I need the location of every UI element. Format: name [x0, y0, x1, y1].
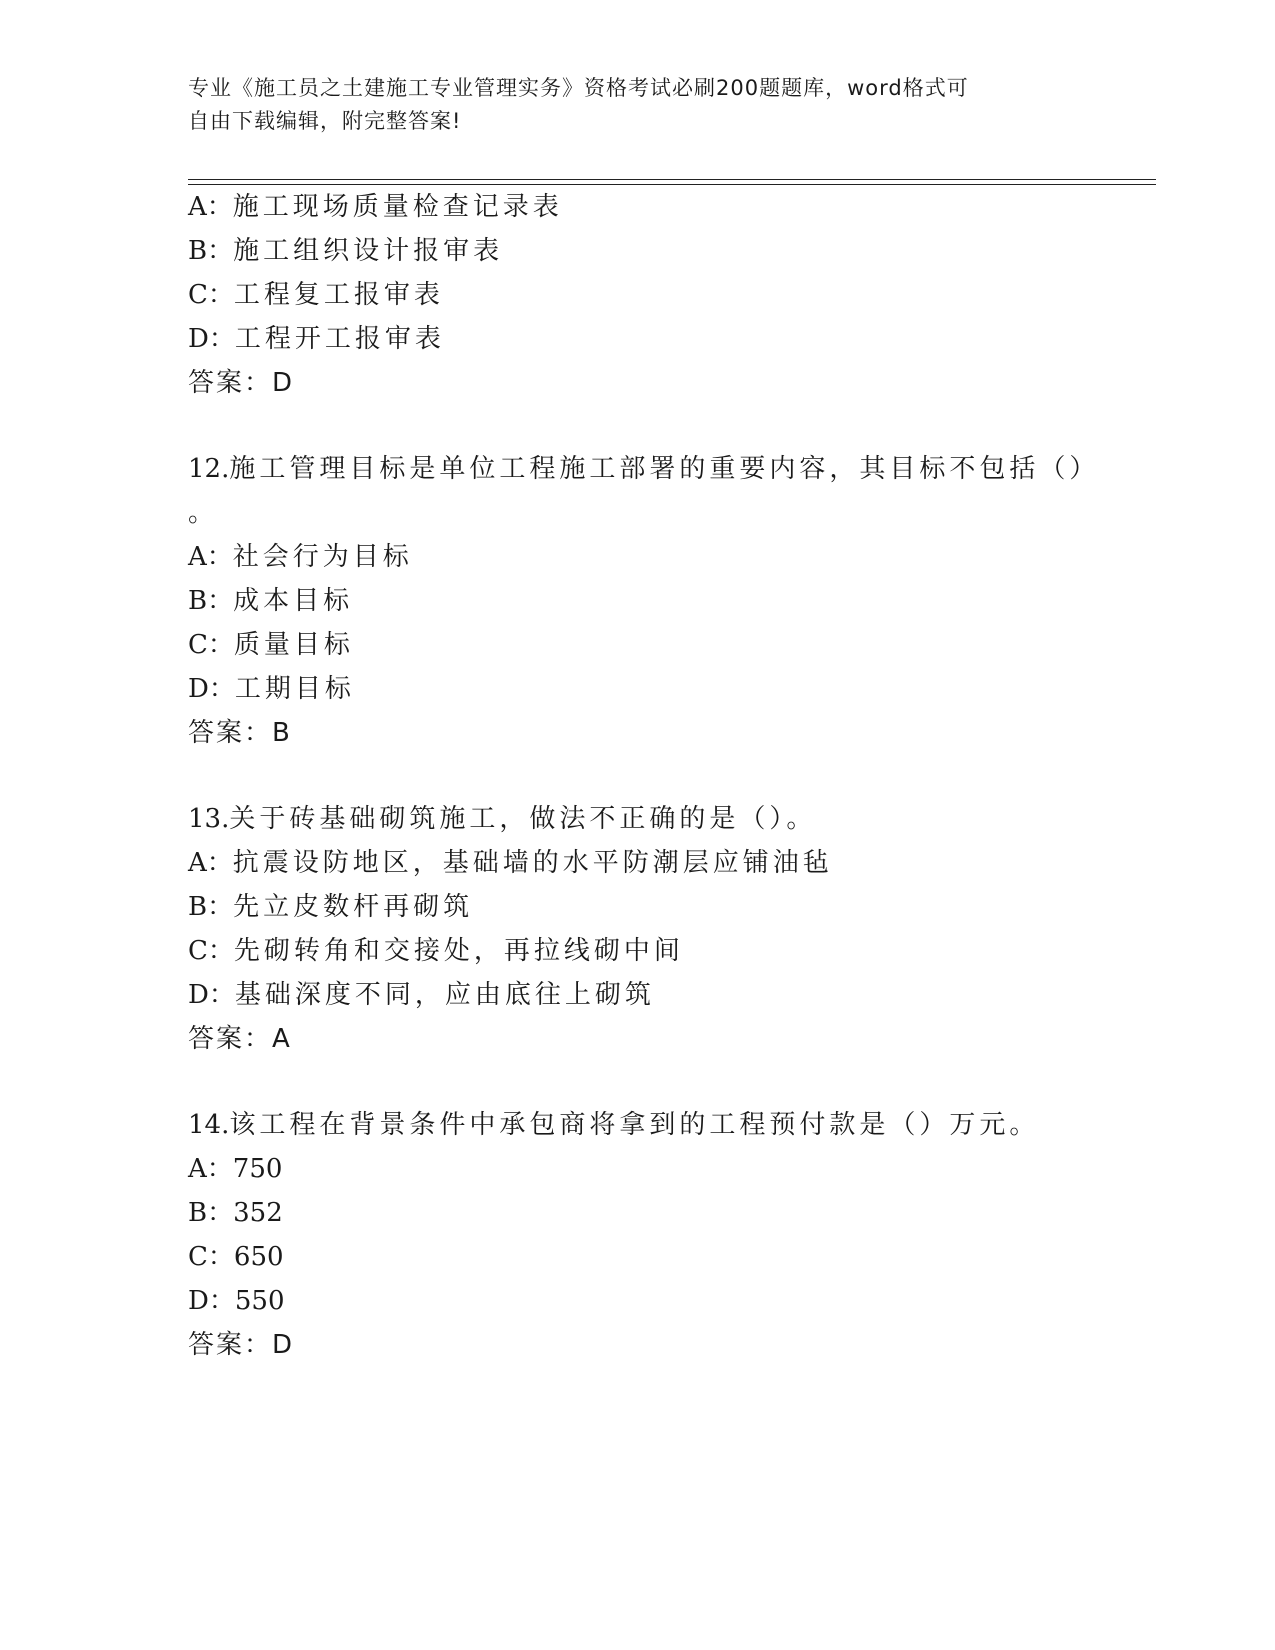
q11-answer — [188, 368, 294, 398]
document-header — [188, 72, 1068, 138]
q12-answer — [188, 718, 292, 748]
option-text: 650 — [233, 1242, 284, 1272]
q13-answer — [188, 1024, 292, 1054]
q13-stem — [188, 804, 816, 834]
option-label: C： — [188, 936, 234, 966]
option-text: 550 — [234, 1286, 285, 1316]
option-text: 成本目标 — [233, 586, 354, 616]
q14-option-a — [188, 1154, 282, 1184]
question-text: 该工程在背景条件中承包商将拿到的工程预付款是（）万元。 — [229, 1110, 1040, 1140]
q13-option-b — [188, 892, 473, 922]
q14-option-b — [188, 1198, 283, 1228]
answer-value: D — [272, 368, 295, 398]
option-text: 施工组织设计报审表 — [233, 236, 504, 266]
question-number: 14. — [188, 1110, 230, 1140]
q11-option-b — [188, 236, 503, 266]
option-text: 750 — [232, 1154, 283, 1184]
q12-option-d — [188, 674, 355, 704]
option-label: A： — [188, 848, 233, 878]
q14-option-d — [188, 1286, 285, 1316]
q14-stem — [188, 1110, 1039, 1140]
option-label: C： — [188, 1242, 234, 1272]
question-number: 12. — [188, 454, 230, 484]
question-number: 13. — [188, 804, 230, 834]
answer-prefix: 答案： — [188, 718, 273, 748]
option-label: C： — [188, 280, 234, 310]
q12-stem-continuation: 。 — [188, 498, 215, 528]
q12-option-c — [188, 630, 354, 660]
question-text: 施工管理目标是单位工程施工部署的重要内容，其目标不包括（） — [229, 454, 1100, 484]
answer-value: B — [272, 718, 292, 748]
header-divider-top — [188, 179, 1156, 180]
option-label: B： — [188, 892, 234, 922]
option-label: D： — [188, 980, 235, 1010]
option-label: D： — [188, 674, 235, 704]
q12-option-b — [188, 586, 353, 616]
option-label: B： — [188, 236, 234, 266]
option-label: A： — [188, 1154, 233, 1184]
answer-prefix: 答案： — [188, 368, 273, 398]
answer-value: D — [272, 1330, 295, 1360]
q13-option-a — [188, 848, 833, 878]
question-text: 关于砖基础砌筑施工，做法不正确的是（）。 — [229, 804, 817, 834]
q12-stem — [188, 454, 1099, 484]
option-text: 先立皮数杆再砌筑 — [233, 892, 474, 922]
option-label: B： — [188, 586, 234, 616]
option-text: 工程开工报审表 — [234, 324, 445, 354]
header-line-1: 专业《施工员之土建施工专业管理实务》资格考试必刷200题题库，word格式可 — [188, 76, 969, 100]
option-label: D： — [188, 324, 235, 354]
option-text: 基础深度不同，应由底往上砌筑 — [234, 980, 655, 1010]
option-text: 352 — [233, 1198, 283, 1228]
answer-prefix: 答案： — [188, 1024, 273, 1054]
q11-option-d — [188, 324, 445, 354]
q11-option-a — [188, 192, 563, 222]
header-divider-bottom — [188, 184, 1156, 185]
answer-value: A — [272, 1024, 292, 1054]
answer-prefix: 答案： — [188, 1330, 273, 1360]
q14-answer — [188, 1330, 294, 1360]
option-label: C： — [188, 630, 234, 660]
option-label: A： — [188, 192, 233, 222]
option-label: B： — [188, 1198, 234, 1228]
option-text: 抗震设防地区，基础墙的水平防潮层应铺油毡 — [232, 848, 833, 878]
option-label: A： — [188, 542, 233, 572]
header-line-2: 自由下载编辑，附完整答案! — [188, 109, 462, 133]
option-text: 社会行为目标 — [232, 542, 413, 572]
option-label: D： — [188, 1286, 235, 1316]
option-text: 工期目标 — [234, 674, 355, 704]
q14-option-c — [188, 1242, 284, 1272]
option-text: 施工现场质量检查记录表 — [232, 192, 563, 222]
option-text: 工程复工报审表 — [233, 280, 444, 310]
option-text: 先砌转角和交接处，再拉线砌中间 — [233, 936, 684, 966]
q11-option-c — [188, 280, 444, 310]
q13-option-d — [188, 980, 655, 1010]
q12-option-a — [188, 542, 413, 572]
option-text: 质量目标 — [233, 630, 354, 660]
q13-option-c — [188, 936, 684, 966]
